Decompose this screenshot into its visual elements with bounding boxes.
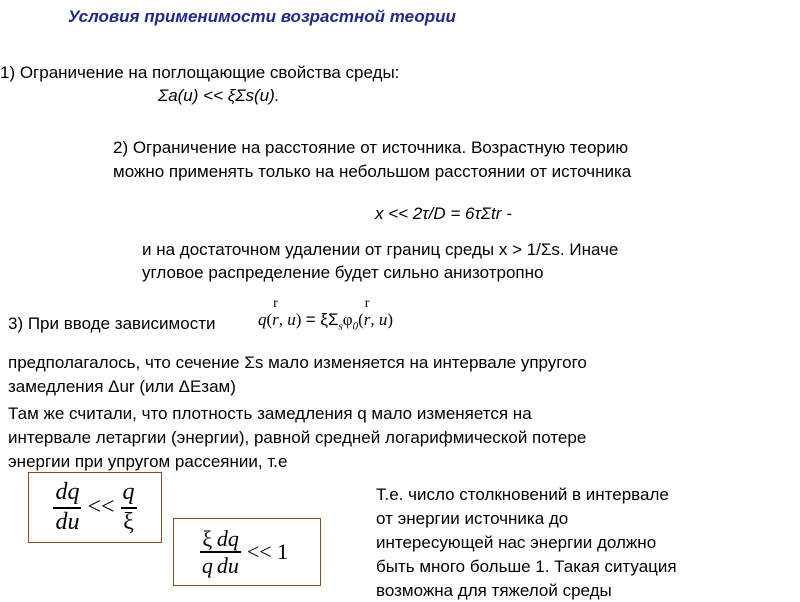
much-less-sign: << <box>87 494 115 520</box>
item3-para2-line3: энергии при упругом рассеянии, т.е <box>8 452 288 471</box>
page-title: Условия применимости возрастной теории <box>68 7 456 26</box>
conclusion-line5: возможна для тяжелой среды <box>376 581 612 600</box>
much-less-one: << 1 <box>246 539 289 564</box>
item2-line2: можно применять только на небольшом расстоянии от источника <box>113 162 632 181</box>
conclusion-line2: от энергии источника до <box>376 509 569 528</box>
item2-cont2: угловое распределение будет сильно анизотропно <box>142 263 544 282</box>
item3-para2-line2: интервале летаргии (энергии), равной средней логарифмической потере <box>8 428 587 447</box>
conclusion-line1: Т.е. число столкновений в интервале <box>376 485 669 504</box>
fraction-xi-q: $\frac{\xi}{q}$ <box>201 525 213 578</box>
eq-phi: φ <box>342 310 353 329</box>
item1-text: 1) Ограничение на поглощающие свойства среды: <box>0 63 400 82</box>
item3-para1-line2: замедления Δur (или ΔЕзам) <box>8 377 236 396</box>
eq-vector-r: r r <box>272 296 279 329</box>
item1-formula: Σa(u) << ξΣs(u). <box>158 86 280 105</box>
formula-box-1 <box>28 472 162 543</box>
formula-box-2 <box>173 518 321 586</box>
eq-u: u <box>287 310 296 329</box>
eq-q: q <box>258 310 267 329</box>
item2-line1: 2) Ограничение на расстояние от источника. Возрастную теорию <box>113 138 629 157</box>
conclusion-line4: быть много больше 1. Такая ситуация <box>376 557 677 576</box>
item2-cont1: и на достаточном удалении от границ среды x > 1/Σs. Иначе <box>142 240 619 259</box>
item2-formula: x << 2τ/D = 6τΣtr - <box>375 204 512 223</box>
item3-para2-line1: Там же считали, что плотность замедления q мало изменяется на <box>8 404 532 423</box>
fraction-dq-du: $\frac{dq}{du}$ <box>55 479 80 535</box>
item3-equation: q( r r, $u) = \xi\Sigma_s\varphi_0$( r r, u) <box>258 296 394 333</box>
item3-text: 3) При вводе зависимости <box>8 314 216 333</box>
eq-vector-arrow: r <box>273 296 278 311</box>
eq-xi-sigma: = ξΣ <box>305 310 339 329</box>
eq-vector-r2: r r <box>363 296 371 329</box>
item3-para1-line1: предполагалось, что сечение Σs мало изменяется на интервале упругого <box>8 353 587 372</box>
fraction-q-xi: $\frac{q}{\xi}$ <box>122 479 135 535</box>
conclusion-line3: интересующей нас энергии должно <box>376 533 657 552</box>
fraction-dq-du-2: $\frac{dq}{du}$ <box>216 525 239 578</box>
